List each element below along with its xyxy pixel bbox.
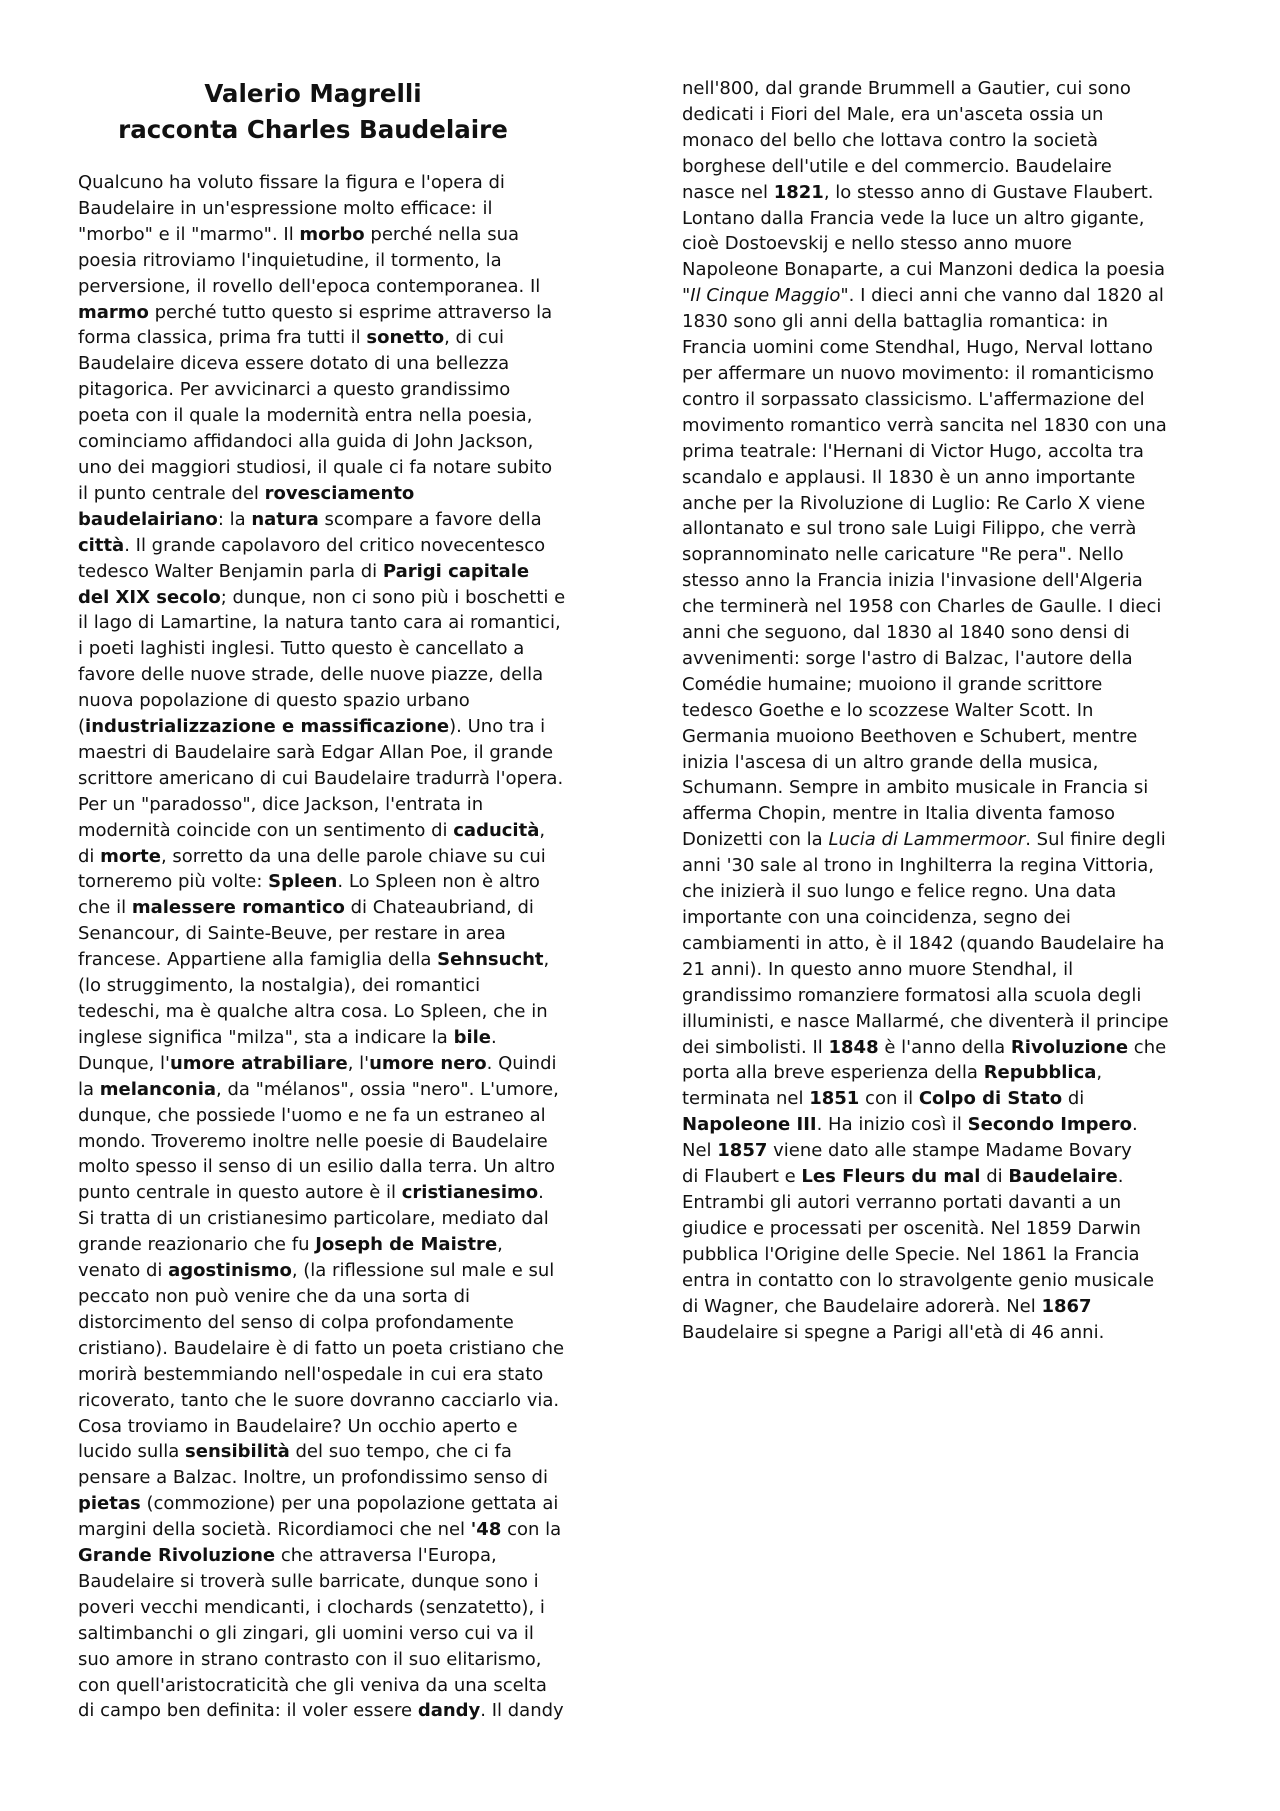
text-run: dunque, che possiede l'uomo e ne fa un estraneo al	[78, 1104, 546, 1126]
text-line	[78, 585, 606, 611]
text-run: .	[491, 1026, 497, 1048]
bold-text: Sehnsucht	[437, 949, 544, 971]
bold-text: marmo	[78, 301, 149, 323]
text-run: ; dunque, non ci sono più i boschetti e	[220, 586, 566, 608]
text-line	[682, 1320, 1212, 1346]
text-line	[78, 1129, 606, 1155]
text-run: tedeschi, ma è qualche altra cosa. Lo Spleen, che in	[78, 1001, 548, 1022]
text-run: .	[538, 1182, 544, 1204]
text-run: anni '30 sale al trono in Inghilterra la regina Vittoria,	[682, 855, 1154, 877]
text-run: ). Uno tra i	[449, 716, 546, 738]
text-run: il punto centrale del	[78, 482, 265, 504]
text-line	[78, 1647, 606, 1673]
text-run: Cosa troviamo in Baudelaire? Un occhio aperto e	[78, 1415, 518, 1437]
text-run: è l'anno della	[878, 1036, 1011, 1058]
text-run: con la	[501, 1519, 562, 1541]
text-line	[78, 1310, 606, 1336]
text-line	[682, 361, 1212, 387]
italic-text: Il Cinque Maggio	[690, 285, 841, 307]
bold-text: caducità	[453, 819, 540, 841]
text-run: .	[1117, 1166, 1124, 1188]
text-line	[78, 1206, 606, 1232]
text-run: poeta con il quale la modernità entra nella poesia,	[78, 405, 533, 427]
text-line	[78, 1414, 606, 1440]
text-run: : la	[217, 508, 252, 530]
text-line	[682, 439, 1212, 465]
text-line	[78, 610, 606, 636]
text-run: .	[1132, 1114, 1138, 1136]
text-run: Nel	[682, 1140, 718, 1162]
text-line	[682, 905, 1212, 931]
bold-text: del XIX secolo	[78, 586, 221, 608]
text-line	[682, 491, 1212, 517]
text-line	[682, 827, 1212, 853]
text-run: i poeti laghisti inglesi. Tutto questo è cancellato a	[78, 638, 525, 660]
text-line	[682, 335, 1212, 361]
text-run: cioè Dostoevskij e nello stesso anno muore	[682, 233, 1072, 255]
text-run: inglese significa "milza", sta a indicare la	[78, 1026, 454, 1048]
bold-text: morbo	[299, 223, 365, 245]
text-run: la	[78, 1078, 100, 1100]
text-run: torneremo più volte:	[78, 871, 269, 893]
bold-text: umore nero	[369, 1052, 487, 1074]
text-run: pensare a Balzac. Inoltre, un profondissimo senso di	[78, 1467, 548, 1489]
title-line-1: Valerio Magrelli	[204, 79, 422, 108]
bold-text: Colpo di Stato	[918, 1088, 1063, 1110]
title-line-2: racconta Charles Baudelaire	[118, 115, 508, 144]
text-line	[78, 662, 606, 688]
text-run: Donizetti con la	[682, 829, 829, 851]
text-line	[682, 1190, 1212, 1216]
text-run: Si tratta di un cristianesimo particolare, mediato dal	[78, 1208, 549, 1230]
text-line	[78, 1595, 606, 1621]
bold-text: Grande Rivoluzione	[78, 1545, 276, 1567]
bold-text: sensibilità	[185, 1441, 290, 1463]
text-line	[78, 766, 606, 792]
text-run: ,	[497, 1234, 503, 1256]
text-line	[78, 300, 606, 326]
text-line	[78, 1051, 606, 1077]
text-line	[78, 170, 606, 196]
bold-text: 1821	[773, 181, 824, 203]
text-run: , (la riflessione sul male e sul	[291, 1260, 555, 1282]
text-line	[78, 1362, 606, 1388]
text-run: che terminerà nel 1958 con Charles de Gaulle. I dieci	[682, 596, 1162, 618]
text-run: . Lo Spleen non è altro	[337, 871, 540, 893]
text-run: Entrambi gli autori verranno portati davanti a un	[682, 1191, 1122, 1213]
text-run: pubblica l'Origine delle Specie. Nel 1861 la Francia	[682, 1243, 1140, 1265]
text-run: Lontano dalla Francia vede la luce un altro gigante,	[682, 207, 1145, 229]
text-run: poveri vecchi mendicanti, i clochards (senzatetto), i	[78, 1596, 545, 1618]
text-run: cambiamenti in atto, è il 1842 (quando Baudelaire ha	[682, 932, 1165, 954]
text-run: porta alla breve esperienza della	[682, 1062, 984, 1084]
bold-text: bile	[453, 1026, 491, 1048]
text-run: perché nella sua	[364, 223, 520, 245]
text-run: lucido sulla	[78, 1441, 186, 1463]
text-run: "morbo" e il "marmo". Il	[78, 223, 300, 245]
text-line	[78, 895, 606, 921]
text-line	[682, 180, 1212, 206]
text-run: Baudelaire si troverà sulle barricate, dunque sono i	[78, 1570, 539, 1592]
text-run: il lago di Lamartine, la natura tanto cara ai romantici,	[78, 612, 561, 634]
text-run: tedesco Goethe e lo scozzese Walter Scott. In	[682, 699, 1094, 721]
text-run: di	[78, 845, 101, 867]
text-run: cristiano). Baudelaire è di fatto un poeta cristiano che	[78, 1337, 565, 1359]
text-run: perversione, il rovello dell'epoca contemporanea. Il	[78, 275, 541, 297]
text-line	[78, 947, 606, 973]
text-line	[682, 931, 1212, 957]
text-run: cominciamo affidandoci alla guida di John Jackson,	[78, 431, 534, 453]
bold-text: pietas	[78, 1493, 141, 1515]
text-run: molto spesso il senso di un esilio dalla terra. Un altro	[78, 1156, 555, 1178]
text-run: di Wagner, che Baudelaire adorerà. Nel	[682, 1295, 1042, 1317]
text-line	[78, 196, 606, 222]
text-run: illuministi, e nasce Mallarmé, che diventerà il principe	[682, 1010, 1169, 1032]
bold-text: malessere romantico	[131, 897, 345, 919]
text-line	[78, 377, 606, 403]
text-line	[682, 879, 1212, 905]
text-line	[682, 1035, 1212, 1061]
text-line	[682, 775, 1212, 801]
text-run: Germania muoiono Beethoven e Schubert, mentre	[682, 725, 1138, 747]
text-line	[78, 1465, 606, 1491]
text-run: che attraversa l'Europa,	[275, 1545, 497, 1567]
text-line	[682, 1009, 1212, 1035]
bold-text: natura	[251, 508, 319, 530]
text-line	[682, 1294, 1212, 1320]
text-run: nell'800, dal grande Brummell a Gautier, cui sono	[682, 78, 1131, 99]
text-line	[682, 1164, 1212, 1190]
text-line	[682, 724, 1212, 750]
text-run: distorcimento del senso di colpa profondamente	[78, 1311, 514, 1333]
bold-text: città	[78, 534, 125, 556]
text-run: , lo stesso anno di Gustave Flaubert.	[823, 181, 1154, 203]
text-line	[78, 1284, 606, 1310]
text-run: anni che seguono, dal 1830 al 1840 sono densi di	[682, 622, 1130, 644]
text-line	[78, 1569, 606, 1595]
text-run: Baudelaire diceva essere dotato di una bellezza	[78, 353, 510, 375]
text-run: di	[1062, 1088, 1085, 1110]
text-line	[78, 1258, 606, 1284]
bold-text: '48	[470, 1519, 502, 1541]
bold-text: 1857	[717, 1140, 768, 1162]
text-line	[682, 750, 1212, 776]
text-run: perché tutto questo si esprime attraverso la	[148, 301, 553, 323]
text-run: modernità coincide con un sentimento di	[78, 819, 454, 841]
text-run: grandissimo romanziere formatosi alla scuola degli	[682, 984, 1142, 1006]
text-line	[682, 154, 1212, 180]
text-run: viene dato alle stampe Madame Bovary	[767, 1140, 1132, 1162]
text-line	[78, 1077, 606, 1103]
text-line	[682, 1138, 1212, 1164]
text-run: tedesco Walter Benjamin parla di	[78, 560, 383, 582]
text-run: . Il grande capolavoro del critico novecentesco	[124, 534, 546, 556]
text-run: anche per la Rivoluzione di Luglio: Re Carlo X viene	[682, 492, 1146, 514]
text-line	[78, 1698, 606, 1724]
text-run: di Chateaubriand, di	[344, 897, 534, 919]
text-run: maestri di Baudelaire sarà Edgar Allan Poe, il grande	[78, 741, 554, 763]
text-line	[682, 1242, 1212, 1268]
left-text-column	[78, 170, 606, 1724]
bold-text: 1867	[1041, 1295, 1092, 1317]
text-line	[78, 921, 606, 947]
text-line	[682, 1086, 1212, 1112]
text-run: 21 anni). In questo anno muore Stendhal, il	[682, 958, 1074, 980]
text-line	[78, 481, 606, 507]
text-line	[78, 429, 606, 455]
text-line	[682, 257, 1212, 283]
text-run: afferma Chopin, mentre in Italia diventa famoso	[682, 803, 1115, 825]
text-line	[78, 455, 606, 481]
text-run: di Flaubert e	[682, 1166, 802, 1188]
text-run: Comédie humaine; muoiono il grande scrittore	[682, 673, 1103, 695]
text-run: forma classica, prima fra tutti il	[78, 327, 367, 349]
text-run: . Quindi	[486, 1052, 557, 1074]
page-title	[78, 76, 548, 148]
text-run: allontanato e sul trono sale Luigi Filippo, che verrà	[682, 518, 1137, 540]
text-line	[682, 231, 1212, 257]
text-run: poesia ritroviamo l'inquietudine, il tormento, la	[78, 249, 502, 271]
text-run: uno dei maggiori studiosi, il quale ci fa notare subito	[78, 456, 553, 478]
text-line	[78, 999, 606, 1025]
text-run: (	[78, 716, 86, 738]
text-run: che	[1128, 1036, 1167, 1058]
bold-text: Parigi capitale	[382, 560, 530, 582]
text-line	[682, 801, 1212, 827]
text-line	[78, 636, 606, 662]
text-run: grande reazionario che fu	[78, 1234, 316, 1256]
text-line	[78, 274, 606, 300]
text-run: avvenimenti: sorge l'astro di Balzac, l'autore della	[682, 647, 1133, 669]
text-line	[682, 1268, 1212, 1294]
text-run: importante con una coincidenza, segno dei	[682, 907, 1071, 928]
text-line	[682, 76, 1212, 102]
text-run: prima teatrale: l'Hernani di Victor Hugo, accolta tra	[682, 440, 1144, 462]
text-run: ,	[1096, 1062, 1103, 1084]
text-run: mondo. Troveremo inoltre nelle poesie di Baudelaire	[78, 1130, 548, 1152]
text-line	[682, 516, 1212, 542]
text-line	[78, 1180, 606, 1206]
text-line	[682, 283, 1212, 309]
text-run: inizia l'ascesa di un altro grande della musica,	[682, 751, 1099, 773]
text-line	[682, 542, 1212, 568]
text-run: dei simbolisti. Il	[682, 1036, 829, 1058]
text-line	[682, 387, 1212, 413]
text-line	[682, 698, 1212, 724]
text-run: terminata nel	[682, 1088, 810, 1110]
text-line	[78, 325, 606, 351]
text-line	[78, 1439, 606, 1465]
text-line	[78, 818, 606, 844]
text-run: Napoleone Bonaparte, a cui Manzoni dedica la poesia	[682, 259, 1166, 281]
bold-text: Baudelaire	[1008, 1166, 1118, 1188]
bold-text: melanconia	[99, 1078, 217, 1100]
text-line	[78, 533, 606, 559]
text-run: Baudelaire si spegne a Parigi all'età di 46 anni.	[682, 1321, 1105, 1343]
text-run: , sorretto da una delle parole chiave su cui	[160, 845, 546, 867]
text-run: . Il dandy	[480, 1700, 564, 1722]
text-run: monaco del bello che lottava contro la società	[682, 129, 1099, 151]
text-run: di campo ben definita: il voler essere	[78, 1700, 418, 1722]
text-line	[78, 248, 606, 274]
text-line	[78, 559, 606, 585]
text-run: , da "mélanos", ossia "nero". L'umore,	[216, 1078, 559, 1100]
text-run: . Ha inizio così il	[816, 1114, 968, 1136]
text-line	[78, 222, 606, 248]
text-run: scompare a favore della	[318, 508, 542, 530]
bold-text: umore atrabiliare	[169, 1052, 348, 1074]
bold-text: 1851	[809, 1088, 860, 1110]
text-run: che il	[78, 897, 132, 919]
text-line	[78, 1388, 606, 1414]
text-line	[682, 672, 1212, 698]
text-run: di	[980, 1166, 1009, 1188]
text-line	[78, 1154, 606, 1180]
text-run: Senancour, di Sainte-Beuve, per restare in area	[78, 923, 506, 945]
text-run: . Sul finire degli	[1025, 829, 1166, 851]
text-run: contro il sorpassato classicismo. L'affermazione del	[682, 388, 1145, 410]
text-run: "	[682, 285, 691, 307]
bold-text: Les Fleurs du mal	[801, 1166, 981, 1188]
bold-text: rovesciamento	[264, 482, 415, 504]
text-run: nuova popolazione di questo spazio urbano	[78, 690, 470, 712]
bold-text: sonetto	[366, 327, 445, 349]
text-run: punto centrale in questo autore è il	[78, 1182, 402, 1204]
bold-text: cristianesimo	[401, 1182, 539, 1204]
text-run: , di cui	[444, 327, 504, 349]
bold-text: agostinismo	[168, 1260, 292, 1282]
text-run: favore delle nuove strade, delle nuove piazze, della	[78, 664, 544, 686]
text-run: suo amore in strano contrasto con il suo elitarismo,	[78, 1648, 542, 1670]
text-run: Dunque, l'	[78, 1052, 170, 1074]
text-run: nasce nel	[682, 181, 774, 203]
text-line	[78, 792, 606, 818]
text-run: pitagorica. Per avvicinarci a questo grandissimo	[78, 379, 511, 401]
text-line	[78, 1025, 606, 1051]
text-line	[682, 309, 1212, 335]
text-line	[682, 465, 1212, 491]
bold-text: baudelairiano	[78, 508, 218, 530]
text-line	[78, 1673, 606, 1699]
text-line	[682, 957, 1212, 983]
text-run: francese. Appartiene alla famiglia della	[78, 949, 438, 971]
text-line	[78, 844, 606, 870]
text-run: ". I dieci anni che vanno dal 1820 al	[840, 285, 1164, 307]
text-run: Baudelaire in un'espressione molto efficace: il	[78, 197, 493, 219]
text-line	[78, 1543, 606, 1569]
bold-text: Joseph de Maistre	[315, 1234, 498, 1256]
bold-text: industrializzazione e massificazione	[85, 716, 450, 738]
text-run: giudice e processati per oscenità. Nel 1859 Darwin	[682, 1217, 1141, 1239]
text-run: ,	[543, 949, 550, 971]
text-run: Per un "paradosso", dice Jackson, l'entrata in	[78, 793, 484, 815]
text-run: venato di	[78, 1260, 169, 1282]
text-line	[682, 646, 1212, 672]
text-line	[78, 351, 606, 377]
text-run: Francia uomini come Stendhal, Hugo, Nerval lottano	[682, 337, 1153, 359]
text-line	[682, 853, 1212, 879]
text-line	[682, 128, 1212, 154]
text-run: , l'	[347, 1052, 370, 1074]
bold-text: 1848	[828, 1036, 879, 1058]
text-run: borghese dell'utile e del commercio. Baudelaire	[682, 155, 1112, 177]
text-run: dedicati i Fiori del Male, era un'asceta ossia un	[682, 103, 1104, 125]
text-line	[682, 983, 1212, 1009]
text-run: saltimbanchi o gli zingari, gli uomini verso cui va il	[78, 1622, 534, 1644]
text-run: movimento romantico verrà sancita nel 1830 con una	[682, 414, 1167, 436]
text-line	[78, 1232, 606, 1258]
text-line	[78, 403, 606, 429]
text-run: (commozione) per una popolazione gettata ai	[140, 1493, 559, 1515]
text-line	[78, 973, 606, 999]
text-run: per affermare un nuovo movimento: il romanticismo	[682, 362, 1154, 384]
text-line	[78, 740, 606, 766]
text-run: soprannominato nelle caricature "Re pera". Nello	[682, 544, 1124, 566]
text-line	[78, 869, 606, 895]
text-line	[682, 620, 1212, 646]
text-run: scrittore americano di cui Baudelaire tradurrà l'opera.	[78, 767, 564, 789]
text-run: (lo struggimento, la nostalgia), dei romantici	[78, 975, 481, 997]
text-line	[682, 594, 1212, 620]
text-run: ricoverato, tanto che le suore dovranno cacciarlo via.	[78, 1389, 560, 1411]
text-run: che inizierà il suo lungo e felice regno. Una data	[682, 881, 1117, 903]
italic-text: Lucia di Lammermoor	[828, 829, 1026, 851]
text-line	[78, 1517, 606, 1543]
bold-text: morte	[100, 845, 161, 867]
text-run: Qualcuno ha voluto fissare la figura e l'opera di	[78, 172, 505, 193]
text-line	[682, 568, 1212, 594]
bold-text: Rivoluzione	[1010, 1036, 1129, 1058]
bold-text: Repubblica	[983, 1062, 1097, 1084]
text-run: entra in contatto con lo stravolgente genio musicale	[682, 1269, 1155, 1291]
text-line	[78, 714, 606, 740]
text-line	[682, 102, 1212, 128]
bold-text: dandy	[417, 1700, 481, 1722]
text-run: margini della società. Ricordiamoci che nel	[78, 1519, 471, 1541]
text-line	[78, 1621, 606, 1647]
text-line	[78, 507, 606, 533]
text-run: peccato non può venire che da una sorta di	[78, 1285, 471, 1307]
text-line	[682, 1216, 1212, 1242]
text-run: Schumann. Sempre in ambito musicale in Francia si	[682, 777, 1149, 799]
text-line	[682, 413, 1212, 439]
text-line	[682, 1060, 1212, 1086]
text-run: con quell'aristocraticità che gli veniva da una scelta	[78, 1674, 547, 1696]
text-run: 1830 sono gli anni della battaglia romantica: in	[682, 311, 1108, 333]
text-run: del suo tempo, che ci fa	[289, 1441, 512, 1463]
text-line	[682, 1112, 1212, 1138]
bold-text: Spleen	[268, 871, 338, 893]
text-line	[78, 1103, 606, 1129]
text-line	[682, 206, 1212, 232]
text-run: stesso anno la Francia inizia l'invasione dell'Algeria	[682, 570, 1143, 592]
text-line	[78, 1336, 606, 1362]
text-run: ,	[539, 819, 546, 841]
bold-text: Secondo Impero	[967, 1114, 1132, 1136]
text-line	[78, 688, 606, 714]
text-line	[78, 1491, 606, 1517]
right-text-column	[682, 76, 1212, 1345]
text-run: con il	[859, 1088, 919, 1110]
bold-text: Napoleone III	[682, 1114, 817, 1136]
text-run: morirà bestemmiando nell'ospedale in cui era stato	[78, 1363, 544, 1385]
text-run: scandalo e applausi. Il 1830 è un anno importante	[682, 466, 1136, 488]
